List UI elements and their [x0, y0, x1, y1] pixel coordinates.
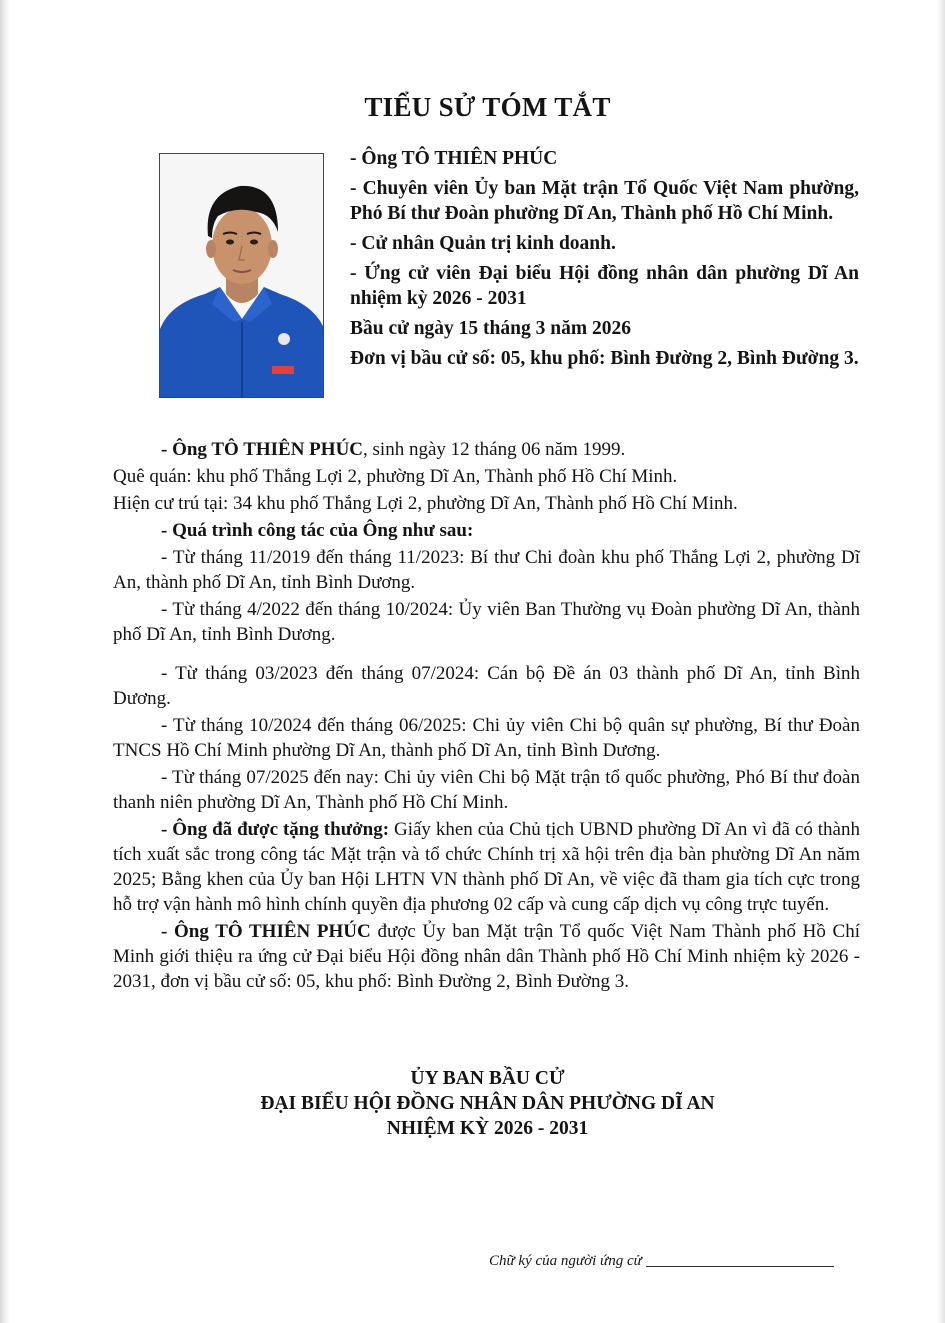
biography-body [113, 437, 860, 996]
birth-line [113, 437, 860, 462]
career-item: - Từ tháng 10/2024 đến tháng 06/2025: Chi ủy viên Chi bộ quân sự phường, Bí thư Đoàn TNCS Hồ Chí Minh phường Dĩ An, thành phố Dĩ An, tỉnh Bình Dương. [113, 715, 860, 761]
awards-label: - Ông đã được tặng thưởng: [161, 819, 390, 840]
signature-area [489, 1253, 834, 1270]
birth-name: - Ông TÔ THIÊN PHÚC [161, 439, 364, 460]
career-item: - Từ tháng 4/2022 đến tháng 10/2024: Ủy viên Ban Thường vụ Đoàn phường Dĩ An, thành phố Dĩ An, tỉnh Bình Dương. [113, 599, 860, 645]
intro-candidacy: - Ứng cử viên Đại biểu Hội đồng nhân dân phường Dĩ An nhiệm kỳ 2026 - 2031 [350, 263, 859, 309]
intro-position: - Chuyên viên Ủy ban Mặt trận Tổ Quốc Việt Nam phường, Phó Bí thư Đoàn phường Dĩ An, Thành phố Hồ Chí Minh. [350, 178, 859, 224]
intro-election-date: Bầu cử ngày 15 tháng 3 năm 2026 [350, 318, 631, 339]
intro-constituency: Đơn vị bầu cử số: 05, khu phố: Bình Đường 2, Bình Đường 3. [350, 348, 859, 369]
committee-line-2: ĐẠI BIỂU HỘI ĐỒNG NHÂN DÂN PHƯỜNG DĨ AN [260, 1093, 715, 1114]
signature-label: Chữ ký của người ứng cử [489, 1253, 642, 1269]
committee-line-3: NHIỆM KỲ 2026 - 2031 [386, 1118, 589, 1139]
intro-name: - Ông TÔ THIÊN PHÚC [350, 148, 558, 169]
awards-paragraph [113, 817, 860, 917]
signature-line [646, 1266, 834, 1267]
hometown-line: Quê quán: khu phố Thắng Lợi 2, phường Dĩ An, Thành phố Hồ Chí Minh. [113, 466, 678, 487]
career-heading: - Quá trình công tác của Ông như sau: [161, 520, 474, 541]
committee-line-1: ỦY BAN BẦU CỬ [410, 1068, 565, 1089]
nomination-paragraph [113, 919, 860, 994]
election-committee-block [0, 1066, 945, 1141]
document-title: TIỂU SỬ TÓM TẮT [364, 92, 611, 122]
nomination-text: được Ủy ban Mặt trận Tổ quốc Việt Nam Thành phố Hồ Chí Minh giới thiệu ra ứng cử Đại biểu Hội đồng nhân dân Thành phố Hồ Chí Minh nhiệm kỳ 2026 - 2031, đơn vị bầu cử số: 05, khu phố: Bình Đường 2, Bình Đường 3. [113, 921, 860, 992]
career-item: - Từ tháng 03/2023 đến tháng 07/2024: Cán bộ Đề án 03 thành phố Dĩ An, tỉnh Bình Dương. [113, 663, 860, 709]
residence-line: Hiện cư trú tại: 34 khu phố Thắng Lợi 2, phường Dĩ An, Thành phố Hồ Chí Minh. [113, 493, 738, 514]
birth-date: , sinh ngày 12 tháng 06 năm 1999. [363, 439, 626, 460]
awards-text: Giấy khen của Chủ tịch UBND phường Dĩ An vì đã có thành tích xuất sắc trong công tác Mặt trận và tổ chức Chính trị xã hội trên địa bàn phường Dĩ An năm 2025; Bằng khen của Ủy ban Hội LHTN VN thành phố Dĩ An, về việc đã tham gia tích cực trong hỗ trợ vận hành mô hình chính quyền địa phương 02 cấp và cung cấp dịch vụ công trực tuyến. [113, 819, 860, 915]
career-item: - Từ tháng 11/2019 đến tháng 11/2023: Bí thư Chi đoàn khu phố Thắng Lợi 2, phường Dĩ An, thành phố Dĩ An, tỉnh Bình Dương. [113, 547, 860, 593]
candidate-portrait-photo [159, 153, 324, 398]
candidate-summary [350, 146, 859, 376]
intro-degree: - Cử nhân Quản trị kinh doanh. [350, 233, 616, 254]
career-item: - Từ tháng 07/2025 đến nay: Chi ủy viên Chi bộ Mặt trận tổ quốc phường, Phó Bí thư đoàn thanh niên phường Dĩ An, Thành phố Hồ Chí Minh. [113, 767, 860, 813]
nomination-name: - Ông TÔ THIÊN PHÚC [161, 921, 371, 942]
